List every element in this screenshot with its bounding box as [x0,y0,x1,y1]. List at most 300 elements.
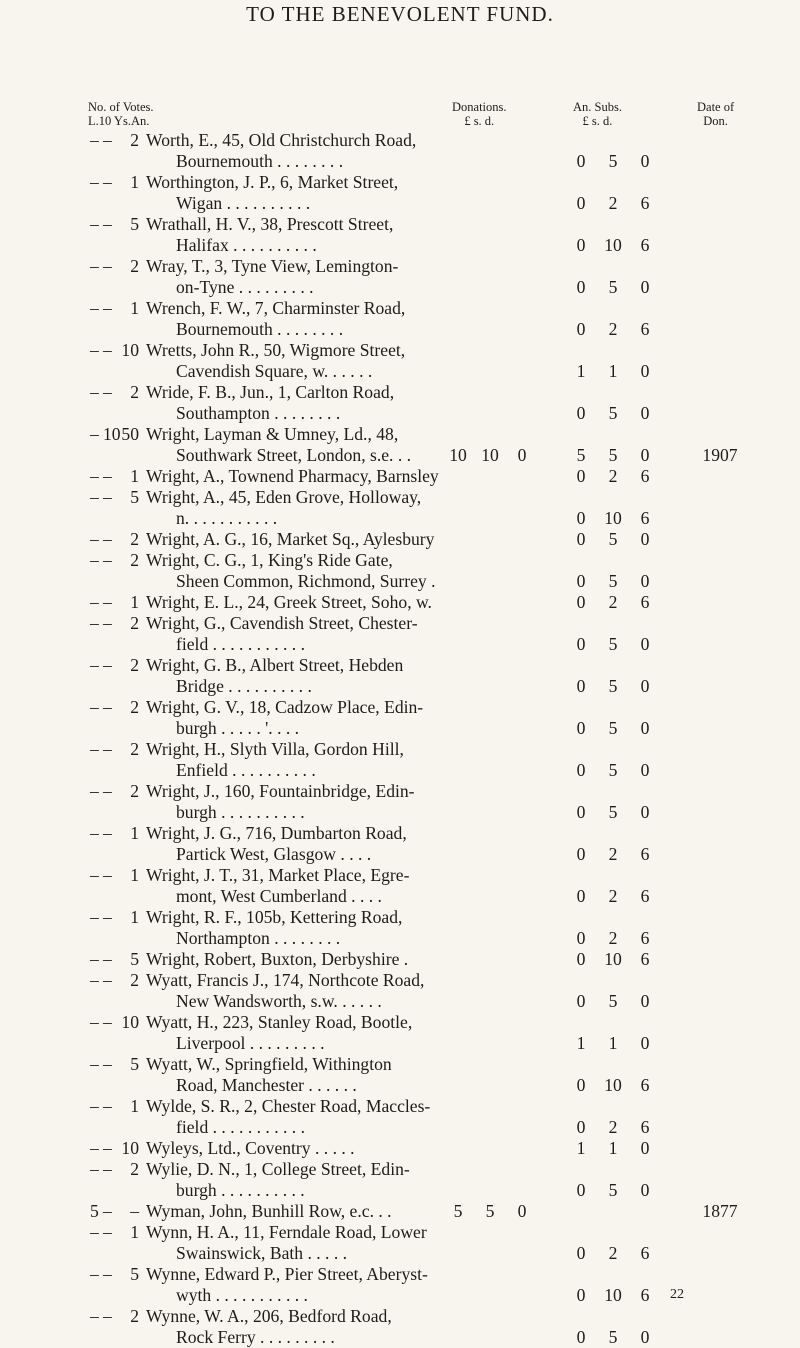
subscriber-name: Wylde, S. R., 2, Chester Road, Maccles- [146,1096,431,1116]
votes-ys: – [103,130,112,150]
subscription-pounds: 0 [576,1180,586,1200]
votes-ys: – [103,970,112,990]
subscriber-name: Wright, H., Slyth Villa, Gordon Hill, [146,739,404,759]
donation-amount [442,319,538,340]
entry-first-line [0,172,800,193]
entry-continuation-line [0,634,800,655]
votes-ys: – [103,466,112,486]
votes-l10: – [90,1159,99,1179]
votes-ys: – [103,340,112,360]
subscription-pounds: 0 [576,676,586,696]
subscription-pounds: 0 [576,277,586,297]
subscription-amount [565,277,661,298]
subscription-pence: 0 [640,529,650,549]
subscriber-name: Wride, F. B., Jun., 1, Carlton Road, [146,382,395,402]
votes-an: 5 [130,949,139,969]
subscription-shillings: 5 [608,802,618,822]
votes-ys: – [103,1264,112,1284]
subscriber-name: Wright, J. T., 31, Market Place, Egre- [146,865,410,885]
subscription-pence: 0 [640,571,650,591]
subscriber-address: Enfield . . . . . . . . . . [176,760,316,780]
votes-ys: – [103,550,112,570]
votes-l10: – [90,214,99,234]
subscriber-name: Worth, E., 45, Old Christchurch Road, [146,130,417,150]
subscription-amount [565,928,661,949]
subscriber-name: Wright, J., 160, Fountainbridge, Edin- [146,781,415,801]
subscription-shillings: 10 [604,949,622,969]
subscriber-address: field . . . . . . . . . . . [176,634,306,654]
entry-first-line [0,1138,800,1159]
list-item [0,424,800,466]
subscription-shillings: 5 [608,1327,618,1347]
subscription-shillings: 5 [608,445,618,465]
subscription-amount [565,886,661,907]
subscription-amount [565,592,661,613]
votes-ys: – [103,1012,112,1032]
subscriber-address: Liverpool . . . . . . . . . [176,1033,325,1053]
list-item [0,949,800,970]
donation-shillings: 5 [485,1201,495,1221]
entry-first-line [0,1159,800,1180]
subscription-amount [565,571,661,592]
votes-l10: – [90,949,99,969]
date-column-header [697,100,734,128]
subscription-amount [565,844,661,865]
subscriber-name: Wyleys, Ltd., Coventry . . . . . [146,1138,355,1158]
subscriber-address: Bridge . . . . . . . . . . [176,676,312,696]
donation-amount [442,802,538,823]
donation-amount [442,676,538,697]
votes-ys: – [103,1054,112,1074]
donation-amount [442,466,538,487]
subscription-pounds: 0 [576,928,586,948]
donation-amount [442,844,538,865]
subscription-pounds: 0 [576,403,586,423]
list-item [0,592,800,613]
list-item [0,172,800,214]
subscriber-address: mont, West Cumberland . . . . [176,886,382,906]
subscriber-list [0,130,800,1348]
votes-ys: – [103,1306,112,1326]
list-item [0,130,800,172]
entry-continuation-line [0,571,800,592]
entry-continuation-line [0,844,800,865]
votes-an: 10 [121,1138,139,1158]
subscription-pounds: 5 [576,445,586,465]
subscription-pounds: 0 [576,718,586,738]
donation-amount [442,718,538,739]
votes-ys: – [103,1159,112,1179]
subscription-shillings: 2 [608,886,618,906]
donations-column-header [452,100,507,128]
subscriber-name: Wyatt, W., Springfield, Withington [146,1054,392,1074]
votes-l10: – [90,1138,99,1158]
subscriber-name: Worthington, J. P., 6, Market Street, [146,172,399,192]
subscription-amount [565,802,661,823]
entry-continuation-line [0,1117,800,1138]
subscription-shillings: 1 [608,1033,618,1053]
subscription-pence: 0 [640,151,650,171]
votes-column-header [88,100,154,128]
entry-first-line [0,298,800,319]
votes-ys: – [103,529,112,549]
subscription-amount [565,235,661,256]
subscriber-address: Northampton . . . . . . . . [176,928,341,948]
subscription-shillings: 2 [608,1243,618,1263]
votes-an: 5 [130,214,139,234]
votes-an: 2 [130,130,139,150]
entry-first-line [0,130,800,151]
votes-ys: – [103,655,112,675]
subscription-pounds: 0 [576,886,586,906]
subscription-pence: 0 [640,1033,650,1053]
votes-l10: – [90,1012,99,1032]
subscription-pence: 6 [640,193,650,213]
votes-ys: – [103,1138,112,1158]
subscription-amount [565,319,661,340]
subscription-amount [565,529,661,550]
entry-continuation-line [0,802,800,823]
votes-l10: – [90,1096,99,1116]
subscription-shillings: 1 [608,361,618,381]
list-item [0,865,800,907]
donation-amount [442,1243,538,1264]
votes-an: 1 [130,907,139,927]
votes-l10: – [90,340,99,360]
subscription-pence: 6 [640,844,650,864]
donation-date: 1877 [702,1201,738,1221]
entry-continuation-line [0,1033,800,1054]
votes-ys: – [103,613,112,633]
entry-continuation-line [0,403,800,424]
votes-l10: – [90,739,99,759]
entry-continuation-line [0,991,800,1012]
entry-first-line [0,697,800,718]
subscription-pence: 0 [640,718,650,738]
subscription-pounds: 1 [576,1138,586,1158]
votes-ys: – [103,1096,112,1116]
entry-first-line [0,655,800,676]
subscription-shillings: 5 [608,571,618,591]
date-header-title: Date of [697,100,735,114]
votes-an: 10 [121,1012,139,1032]
subscriber-address: wyth . . . . . . . . . . . [176,1285,308,1305]
entry-first-line [0,823,800,844]
list-item [0,655,800,697]
entry-continuation-line [0,319,800,340]
votes-l10: – [90,823,99,843]
entry-first-line [0,1222,800,1243]
votes-l10: – [90,382,99,402]
votes-an: 2 [130,529,139,549]
subscription-pounds: 0 [576,193,586,213]
list-item [0,1306,800,1348]
subscription-amount [565,403,661,424]
donation-date: 1907 [702,445,738,465]
subscription-shillings: 2 [608,193,618,213]
donation-amount [442,949,538,970]
subscription-pounds: 0 [576,319,586,339]
subscription-pounds: 0 [576,802,586,822]
subscription-pounds: 0 [576,466,586,486]
list-item [0,613,800,655]
donation-amount [442,361,538,382]
subscriber-name: Wright, G. V., 18, Cadzow Place, Edin- [146,697,424,717]
list-item [0,1159,800,1201]
subscription-shillings: 10 [604,508,622,528]
donation-amount [442,1075,538,1096]
subscriber-address: Swainswick, Bath . . . . . [176,1243,348,1263]
subscriber-address: n. . . . . . . . . . . [176,508,278,528]
votes-ys: – [103,949,112,969]
votes-an: 1 [130,172,139,192]
subscription-shillings: 2 [608,319,618,339]
subscription-amount [565,718,661,739]
subscription-pence: 6 [640,949,650,969]
entry-first-line [0,550,800,571]
subscription-amount [565,1327,661,1348]
donations-header-units: £ s. d. [464,114,495,128]
votes-ys: – [103,907,112,927]
votes-l10: 5 [90,1201,99,1221]
list-item [0,529,800,550]
subscription-pence: 0 [640,991,650,1011]
subscriber-name: Wyatt, H., 223, Stanley Road, Bootle, [146,1012,413,1032]
entry-continuation-line [0,193,800,214]
subscription-pence: 0 [640,403,650,423]
entry-first-line [0,214,800,235]
subscription-shillings: 5 [608,760,618,780]
donation-amount [442,634,538,655]
subscriber-address: Bournemouth . . . . . . . . [176,151,344,171]
subscription-shillings: 2 [608,928,618,948]
subscription-pounds: 0 [576,949,586,969]
subscription-pounds: 0 [576,760,586,780]
entry-first-line [0,340,800,361]
subscriber-address: burgh . . . . . . . . . . [176,1180,305,1200]
subscription-pounds: 0 [576,592,586,612]
subscriber-name: Wright, Robert, Buxton, Derbyshire . [146,949,409,969]
donation-amount [442,1117,538,1138]
donation-amount [442,193,538,214]
subscriber-address: burgh . . . . . '. . . . [176,718,300,738]
donations-header-title: Donations. [452,100,507,114]
subscriber-name: Wrench, F. W., 7, Charminster Road, [146,298,406,318]
entry-first-line [0,1201,800,1222]
subscription-pence: 0 [640,802,650,822]
votes-l10: – [90,529,99,549]
subscription-pounds: 0 [576,1285,586,1305]
entry-first-line [0,424,800,445]
subscription-shillings: 2 [608,466,618,486]
subscription-pence: 6 [640,508,650,528]
subscriber-name: Wright, R. F., 105b, Kettering Road, [146,907,403,927]
votes-an: 2 [130,655,139,675]
donation-pounds: 10 [449,445,467,465]
subscriber-address: burgh . . . . . . . . . . [176,802,305,822]
votes-ys: – [103,781,112,801]
subscription-pence: 0 [640,676,650,696]
votes-ys: – [103,1201,112,1221]
subscription-pence: 0 [640,1138,650,1158]
entry-continuation-line [0,508,800,529]
donation-amount [442,151,538,172]
subscriber-name: Wyman, John, Bunhill Row, e.c. . . [146,1201,392,1221]
subscription-shillings: 5 [608,634,618,654]
votes-ys: – [103,823,112,843]
votes-ys: 10 [103,424,121,444]
votes-an: 2 [130,382,139,402]
subscriber-address: on-Tyne . . . . . . . . . [176,277,314,297]
votes-l10: – [90,697,99,717]
votes-header-subtitle: L.10 Ys.An. [88,114,150,128]
subscriber-name: Wright, C. G., 1, King's Ride Gate, [146,550,393,570]
subscription-shillings: 1 [608,1138,618,1158]
entry-first-line [0,382,800,403]
subscriber-name: Wynne, Edward P., Pier Street, Aberyst- [146,1264,428,1284]
entry-continuation-line [0,718,800,739]
votes-l10: – [90,256,99,276]
votes-ys: – [103,382,112,402]
subscriber-address: New Wandsworth, s.w. . . . . . [176,991,382,1011]
votes-ys: – [103,592,112,612]
subscription-shillings: 5 [608,1180,618,1200]
donation-amount [442,1138,538,1159]
votes-an: 5 [130,1054,139,1074]
donation-amount [442,760,538,781]
entry-first-line [0,1264,800,1285]
votes-an: 1 [130,466,139,486]
list-item [0,298,800,340]
votes-an: 1 [130,865,139,885]
page-number: 22 [670,1287,684,1302]
subscription-amount [565,760,661,781]
votes-ys: – [103,1222,112,1242]
subscription-pence: 6 [640,319,650,339]
subscription-amount [565,1033,661,1054]
list-item [0,382,800,424]
donation-amount [442,1201,538,1222]
subscription-shillings: 5 [608,529,618,549]
votes-l10: – [90,424,99,444]
subscription-pounds: 1 [576,1033,586,1053]
votes-an: 2 [130,739,139,759]
subscriber-address: Rock Ferry . . . . . . . . . [176,1327,335,1347]
donation-amount [442,445,538,466]
donation-pence: 0 [517,1201,527,1221]
entry-continuation-line [0,1075,800,1096]
subscriber-name: Wray, T., 3, Tyne View, Lemington- [146,256,399,276]
votes-ys: – [103,739,112,759]
subscription-shillings: 10 [604,235,622,255]
entry-first-line [0,466,800,487]
subscriber-address: Sheen Common, Richmond, Surrey . [176,571,436,591]
subscription-pence: 0 [640,445,650,465]
votes-ys: – [103,697,112,717]
list-item [0,1201,800,1222]
entry-continuation-line [0,1243,800,1264]
subscription-amount [565,1243,661,1264]
subscription-amount [565,949,661,970]
subscription-amount [565,193,661,214]
entry-continuation-line [0,676,800,697]
votes-ys: – [103,865,112,885]
subscription-amount [565,1117,661,1138]
votes-l10: – [90,172,99,192]
subscription-shillings: 5 [608,151,618,171]
entry-first-line [0,949,800,970]
votes-l10: – [90,655,99,675]
votes-an: 2 [130,550,139,570]
donation-amount [442,529,538,550]
subscription-pounds: 0 [576,1327,586,1347]
votes-l10: – [90,592,99,612]
votes-l10: – [90,613,99,633]
votes-an: 1 [130,298,139,318]
votes-an: – [130,1201,139,1221]
subscription-amount [565,1201,661,1222]
subscription-amount [565,466,661,487]
subscriber-address: Wigan . . . . . . . . . . [176,193,311,213]
votes-l10: – [90,865,99,885]
list-item [0,823,800,865]
subscription-pence: 6 [640,1075,650,1095]
votes-an: 10 [121,340,139,360]
running-title: TO THE BENEVOLENT FUND. [246,2,554,26]
donation-pounds: 5 [453,1201,463,1221]
votes-an: 5 [130,487,139,507]
list-item [0,1012,800,1054]
subscription-pounds: 0 [576,1117,586,1137]
votes-ys: – [103,298,112,318]
donation-amount [442,277,538,298]
list-item [0,781,800,823]
donation-shillings: 10 [481,445,499,465]
votes-l10: – [90,781,99,801]
subscription-shillings: 2 [608,1117,618,1137]
list-item [0,214,800,256]
votes-l10: – [90,1222,99,1242]
votes-header-title: No. of Votes. [88,100,154,114]
entry-continuation-line [0,361,800,382]
donation-amount [442,1327,538,1348]
list-item [0,340,800,382]
entry-first-line [0,739,800,760]
subscription-pounds: 0 [576,991,586,1011]
subscription-amount [565,1285,661,1306]
votes-l10: – [90,1264,99,1284]
subscription-pounds: 0 [576,529,586,549]
subscriber-address: Southampton . . . . . . . . [176,403,341,423]
entry-first-line [0,1012,800,1033]
subscriber-name: Wright, E. L., 24, Greek Street, Soho, w. [146,592,432,612]
subscriber-name: Wynne, W. A., 206, Bedford Road, [146,1306,392,1326]
votes-l10: – [90,550,99,570]
votes-an: 2 [130,1306,139,1326]
subscription-amount [565,445,661,466]
subscriber-name: Wynn, H. A., 11, Ferndale Road, Lower [146,1222,427,1242]
subscription-amount [565,991,661,1012]
subscription-pence: 6 [640,466,650,486]
entry-first-line [0,613,800,634]
list-item [0,697,800,739]
entry-continuation-line [0,445,800,466]
subscriber-name: Wright, G. B., Albert Street, Hebden [146,655,404,675]
entry-continuation-line [0,928,800,949]
donation-amount [442,571,538,592]
subscription-amount [565,1138,661,1159]
subscription-pence: 6 [640,1243,650,1263]
